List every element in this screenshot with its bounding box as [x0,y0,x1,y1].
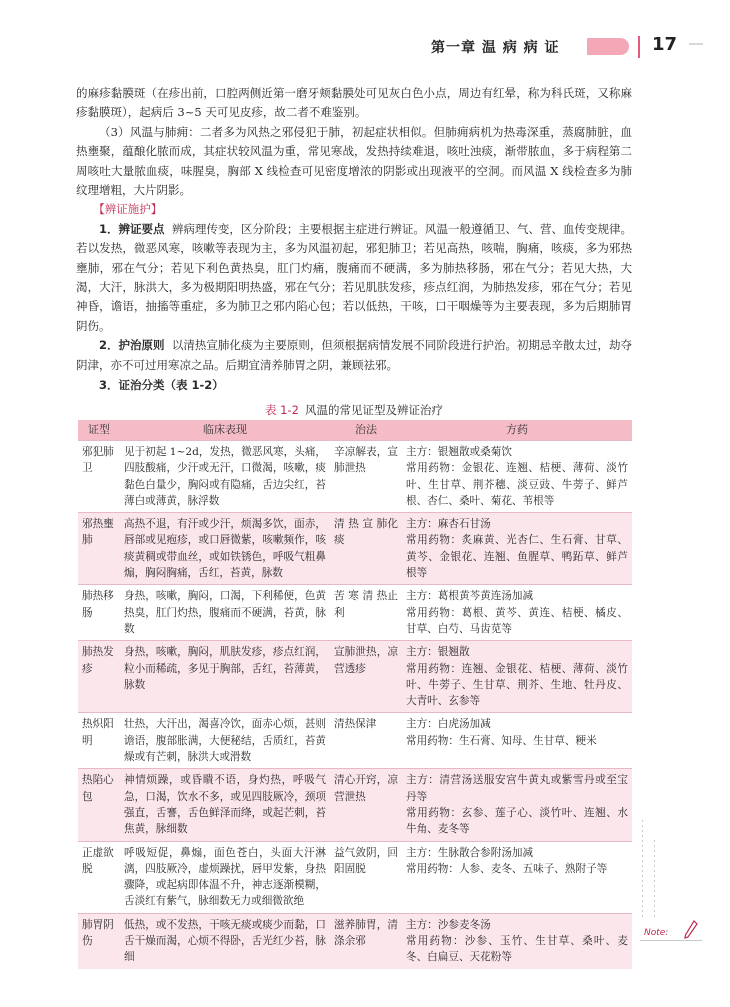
main-prescription: 主方：白虎汤加减 [406,718,491,731]
treatment-cell: 苦 寒 清 热止利 [330,585,402,641]
manifestation-cell: 身热，咳嗽，胸闷，口渴，下利稀便，色黄热臭，肛门灼热，腹痛而不硬满，苔黄，脉数 [120,585,330,641]
treatment-cell: 宣肺泄热，凉营透疹 [330,641,402,713]
main-prescription: 主方：银翘散或桑菊饮 [406,446,512,458]
chapter-title: 第一章 温 病 病 证 [431,40,560,56]
common-herbs: 常用药物：炙麻黄、光杏仁、生石膏、甘草、黄芩、金银花、连翘、鱼腥草、鸭跖草、鲜芦根等 [406,534,628,580]
paragraph-text: 以清热宣肺化痰为主要原则，但须根据病情发展不同阶段进行护治。初期忌辛散太过，劫夺阴津，亦不可过用寒凉之品。后期宜清养肺胃之阴，兼顾祛邪。 [76,338,632,372]
table-row [78,769,632,841]
table-title: 风温的常见证型及辨证治疗 [304,403,443,417]
treatment-cell: 清热保津 [330,713,402,769]
prescription-cell [402,641,632,713]
note-area [640,920,706,942]
prescription-cell [402,513,632,585]
treatment-cell: 辛凉解表，宣肺泄热 [330,441,402,513]
syndrome-cell: 肺胃阴伤 [78,913,120,968]
syndrome-cell: 邪热壅肺 [78,513,120,585]
page-header [0,0,730,60]
pencil-icon [684,920,698,940]
manifestation-cell: 壮热，大汗出，渴喜冷饮，面赤心烦，甚则谵语，腹部胀满，大便秘结，舌质红，苔黄燥或有芒刺，脉洪大或滑数 [120,713,330,769]
margin-dots [640,820,700,920]
header-divider [638,36,640,58]
paragraph: 的麻疹黏膜斑（在疹出前，口腔两侧近第一磨牙颊黏膜处可见灰白色小点，周边有红晕，称为科氏斑，又称麻疹黏膜斑），起病后 3~5 天可见皮疹，故二者不难鉴别。 [76,86,632,120]
section-heading: 【辨证施护】 [93,202,163,217]
main-prescription: 主方：麻杏石甘汤 [406,518,491,531]
table-row [78,713,632,769]
column-header: 方药 [402,420,632,441]
body-text [76,84,632,396]
subheading: 3．证治分类（表 1-2） [99,378,224,393]
main-prescription: 主方：葛根黄芩黄连汤加减 [406,590,534,603]
header-dash [689,43,703,45]
treatment-cell: 滋养肺胃，清涤余邪 [330,913,402,968]
column-header: 临床表现 [120,420,330,441]
subheading: 2．护治原则 [99,338,165,353]
common-herbs: 常用药物：沙参、玉竹、生甘草、桑叶、麦冬、白扁豆、天花粉等 [406,935,628,964]
main-prescription: 主方：沙参麦冬汤 [406,918,491,931]
prescription-cell [402,441,632,513]
prescription-cell [402,913,632,968]
note-line [640,940,702,941]
note-label: Note: [644,928,669,938]
subheading: 1．辨证要点 [99,221,165,236]
paragraph [76,336,632,375]
paragraph: （3）风温与肺痈：二者多为风热之邪侵犯于肺，初起症状相似。但肺痈病机为热毒深重，蒸腐肺脏，血热壅聚，蕴酿化脓而成，其症状较风温为重，常见寒战，发热持续难退，咳吐浊痰，渐带脓血，多于病程第二周咳吐大量脓血痰，味腥臭，胸部 X 线检查可见密度增浓的阴影或出现液平的空洞。而风温 X 线检查多为肺纹理增粗，大片阴影。 [76,124,632,198]
treatment-cell: 清 热 宣 肺化痰 [330,513,402,585]
manifestation-cell: 见于初起 1~2d，发热，微恶风寒，头痛，四肢酸痛，少汗或无汗，口微渴，咳嗽，痰黏色白量少，胸闷或有隐痛，舌边尖红，苔薄白或薄黄，脉浮数 [120,441,330,513]
column-header: 治法 [330,420,402,441]
manifestation-cell: 身热，咳嗽，胸闷，肌肤发疹，疹点红润，粒小而稀疏，多见于胸部，舌红，苔薄黄，脉数 [120,641,330,713]
syndrome-cell: 热陷心包 [78,769,120,841]
paragraph [76,220,632,336]
prescription-cell [402,841,632,913]
manifestation-cell: 低热，或不发热，干咳无痰或痰少而黏，口舌干燥而渴，心烦不得卧，舌光红少苔，脉细 [120,913,330,968]
main-prescription: 主方：生脉散合参附汤加减 [406,846,534,859]
manifestation-cell: 高热不退，有汗或少汗，烦渴多饮，面赤，唇部或见疱疹，或口唇微紫，咳嗽频作，咳痰黄稠或带血丝，或如铁锈色，呼吸气粗鼻煽，胸闷胸痛，舌红，苔黄，脉数 [120,513,330,585]
table-row [78,841,632,913]
table-row [78,513,632,585]
prescription-cell [402,769,632,841]
table-row [78,441,632,513]
syndrome-cell: 邪犯肺卫 [78,441,120,513]
common-herbs: 常用药物：人参、麦冬、五味子、熟附子等 [406,862,608,875]
common-herbs: 常用药物：连翘、金银花、桔梗、薄荷、淡竹叶、牛蒡子、生甘草、荆芥、生地、牡丹皮、大青叶、玄参等 [406,662,628,708]
syndrome-cell: 肺热移肠 [78,585,120,641]
table-row [78,641,632,713]
main-prescription: 主方：银翘散 [406,646,470,659]
syndrome-cell: 正虚欲脱 [78,841,120,913]
manifestation-cell: 神情烦躁，或昏瞶不语，身灼热，呼吸气急，口渴，饮水不多，或见四肢厥冷，颈项强直，舌謇，舌色鲜泽而绛，或起芒刺，苔焦黄，脉细数 [120,769,330,841]
prescription-cell [402,713,632,769]
table-caption [76,402,632,418]
table-number: 表 1-2 [265,403,299,417]
header-decor-bar [587,38,629,55]
common-herbs: 常用药物：葛根、黄芩、黄连、桔梗、橘皮、甘草、白芍、马齿苋等 [406,606,628,635]
main-prescription: 主方：清营汤送服安宫牛黄丸或紫雪丹或至宝丹等 [406,774,628,803]
treatment-cell: 益气敛阴，回阳固脱 [330,841,402,913]
paragraph-text: 辨病理传变，区分阶段；主要根据主症进行辨证。风温一般遵循卫、气、营、血传变规律。若以发热，微恶风寒，咳嗽等表现为主，多为风温初起，邪犯肺卫；若见高热，咳喘，胸痛，咳痰，多为邪热壅肺，邪在气分；若见下利色黄热臭，肛门灼痛，腹痛而不硬满，多为肺热移肠，邪在气分；若见大热，大渴，大汗，脉洪大，多为极期阳明热盛，邪在气分；若见肌肤发疹，疹点红润，为肺热发疹，邪在气分；若见神昏，谵语，抽搐等重症，多为肺卫之邪内陷心包；若以低热，干咳，口干咽燥等为主要表现，多为后期肺胃阴伤。 [76,221,632,333]
common-herbs: 常用药物：金银花、连翘、桔梗、薄荷、淡竹叶、生甘草、荆芥穗、淡豆豉、牛蒡子、鲜芦根、杏仁、桑叶、菊花、苇根等 [406,462,628,507]
column-header: 证型 [78,420,120,441]
syndrome-table [78,420,632,969]
prescription-cell [402,585,632,641]
manifestation-cell: 呼吸短促，鼻煽，面色苍白，头面大汗淋漓，四肢厥冷，虚烦躁扰，唇甲发紫，身热骤降，或起病即体温不升，神志逐渐模糊，舌淡红有紫气，脉细数无力或细微欲绝 [120,841,330,913]
syndrome-cell: 肺热发疹 [78,641,120,713]
table-row [78,585,632,641]
table-row [78,913,632,968]
common-herbs: 常用药物：生石膏、知母、生甘草、粳米 [406,734,597,747]
common-herbs: 常用药物：玄参、莲子心、淡竹叶、连翘、水牛角、麦冬等 [406,806,628,836]
table-header-row [78,420,632,441]
treatment-cell: 清心开窍，凉营泄热 [330,769,402,841]
syndrome-cell: 热炽阳明 [78,713,120,769]
page-number: 17 [652,34,678,55]
